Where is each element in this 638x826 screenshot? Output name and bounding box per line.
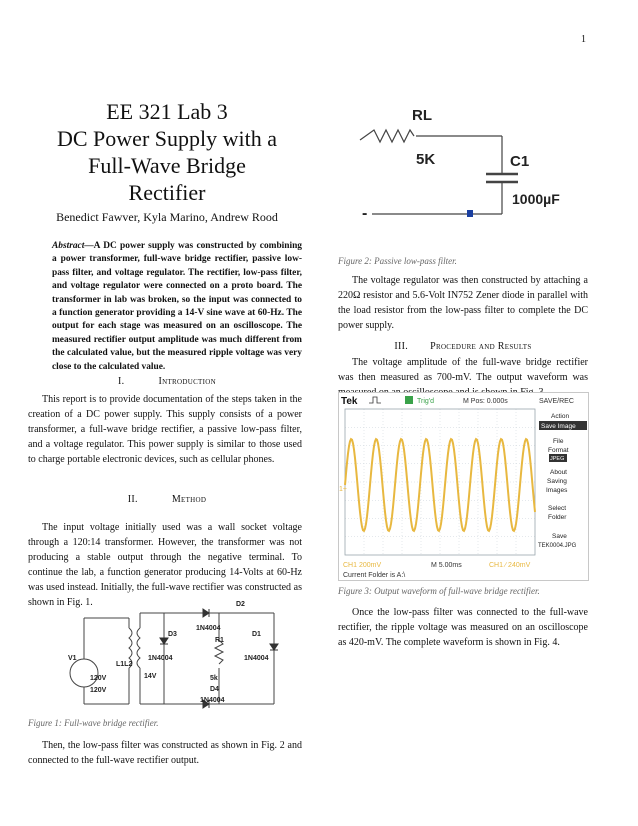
lowpass-paragraph: Then, the low-pass filter was constructed as shown in Fig. 2 and connected to the full-wave rectifier output. [28,740,302,766]
c1-label: C1 [510,153,530,170]
c1-value-label: 1000µF [512,191,560,207]
d2-diode-symbol [203,609,209,617]
transformer-label: L1L2 [116,661,133,668]
figure-1-caption: Figure 1: Full-wave bridge rectifier. [28,718,159,728]
menu-action-label: Action [551,413,570,420]
horizontal-position-label: M Pos: 0.000s [463,398,508,405]
menu-images-label: Images [546,487,568,494]
method-paragraph: The input voltage initially used was a wall socket voltage through a 120:14 transformer. However, the transformer was not producing a stable output through the negative terminal. To continue the lab, a function generator producing 14-Volts at 60-Hz was used instead. Initially, the full-wave rectifier was constructed as shown in Fig. 1. [28,522,302,608]
d4-label: D4 [210,686,219,693]
figure-3-caption: Figure 3: Output waveform of full-wave bridge rectifier. [338,586,540,596]
title-line-4: Rectifier [128,180,206,205]
trigger-status-label: Trig'd [417,398,435,405]
menu-jpeg-label: JPEG [550,456,565,462]
menu-save-image-label: Save Image [541,423,576,430]
menu-saving-label: Saving [547,478,567,485]
title-line-2: DC Power Supply with a [57,126,277,151]
d3-label: D3 [168,631,177,638]
title-line-3: Full-Wave Bridge [88,153,246,178]
d2-part-label: 1N4004 [196,625,221,632]
save-rec-menu-title: SAVE/REC [539,398,574,405]
v1-value-label-1: 120V [90,675,107,682]
d3-part-label: 1N4004 [148,655,173,662]
abstract [52,240,302,374]
d1-diode-symbol [270,644,278,650]
regulator-paragraph: The voltage regulator was then constructed by attaching a 220Ω resistor and 5.6-Volt IN752 Zener diode in parallel with the load resistor from the low-pass filter to complete the DC power supply. [338,275,588,331]
ch1-scale-label: CH1 200mV [343,562,382,569]
d4-part-label: 1N4004 [200,697,225,704]
d1-part-label: 1N4004 [244,655,269,662]
abstract-text: —A DC power supply was constructed by combining a power transformer, full-wave bridge rectifier, passive low-pass filter, and voltage regulator. The rectifier, low-pass filter, and voltage regulator were connected on a proto board. The transformer in lab was broken, so the input was connected to a function generator providing a 14-V sine wave at 60-Hz. The output for each stage was measured on an oscilloscope. The measured rectifier output amplitude was much different from the calculated value, but the measured ripple voltage was very close to the calculated value. [52,241,302,372]
section-heading-procedure: III. Procedure and Results [394,341,532,352]
rl-resistor-symbol [360,130,414,142]
page-number: 1 [581,34,586,45]
section-heading-method: II. Method [127,494,207,505]
current-folder-label: Current Folder is A:\ [343,572,406,579]
d3-diode-symbol [160,638,168,644]
menu-about-label: About [550,469,567,476]
rl-value-label: 5K [416,151,436,168]
v1-source-symbol [70,659,98,687]
v1-label: V1 [68,655,77,662]
ch1-marker: 1+ [339,486,347,493]
menu-save-label: Save [552,533,567,540]
secondary-voltage-label: 14V [144,673,157,680]
oscilloscope-display [339,393,588,580]
menu-format-label: Format [548,447,569,454]
figure-2-lowpass-filter-schematic [352,92,562,240]
timebase-label: M 5.00ms [431,562,462,569]
trigger-level-label: CH1 ∕ 240mV [489,562,531,569]
menu-file-label: File [553,438,564,445]
d2-label: D2 [236,601,245,608]
ripple-paragraph: Once the low-pass filter was connected to the full-wave rectifier, the ripple voltage was measured on an oscilloscope as 420-mV. The complete waveform is shown in Fig. 4. [338,607,588,648]
v1-value-label-2: 120V [90,687,107,694]
d1-label: D1 [252,631,261,638]
rl-label: RL [412,107,432,124]
r1-label: R1 [215,637,224,644]
title-line-1: EE 321 Lab 3 [106,99,228,124]
figure-2-caption: Figure 2: Passive low-pass filter. [338,256,457,266]
filter-wires [360,130,518,214]
transformer-secondary-coil [137,628,140,668]
menu-filename-label: TEK0004.JPG [538,543,577,549]
ground-node-marker [467,210,473,217]
figure-1-bridge-rectifier-schematic [64,598,284,710]
r1-value-label: 5k [210,675,218,682]
menu-select-label: Select [548,505,567,512]
trigger-status-icon [405,396,413,404]
figure-3-oscilloscope-capture [338,392,589,581]
abstract-label: Abstract [52,241,85,251]
introduction-paragraph: This report is to provide documentation of the steps taken in the creation of a DC power supply. This supply consists of a power transformer, a full-wave bridge rectifier, a passive low-pass filter, and a voltage regulator. This power supply is similar to those used to charge portable electronic devices, such as cellular phones. [28,394,302,465]
menu-folder-label: Folder [548,514,567,521]
paper-title [28,98,306,206]
negative-terminal-label: - [362,205,368,222]
scope-brand-label: Tek [341,396,358,407]
section-heading-introduction: I. Introduction [118,376,216,387]
results-paragraph: The voltage amplitude of the full-wave bridge rectifier was then measured as 700-mV. The output waveform was [338,357,588,383]
author-list: Benedict Fawver, Kyla Marino, Andrew Rood [56,210,278,224]
